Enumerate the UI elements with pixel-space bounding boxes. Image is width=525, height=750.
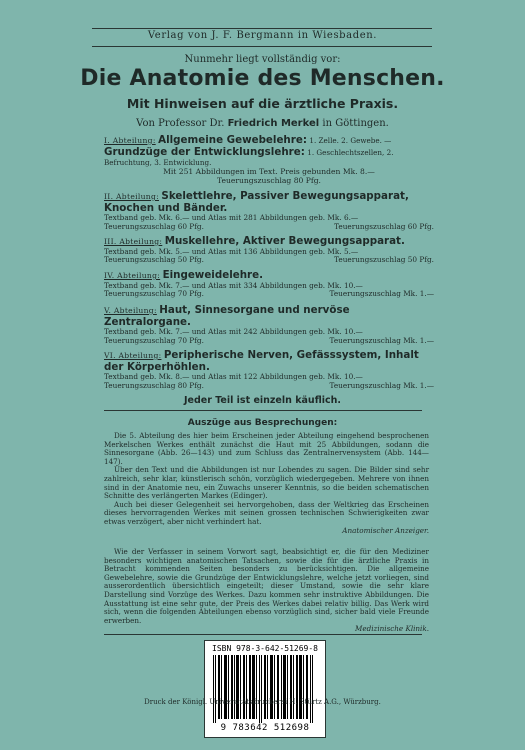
book-title: Die Anatomie des Menschen. <box>80 66 445 91</box>
review-paragraph: Auch bei dieser Gelegenheit sei hervorgehoben, dass der Weltkrieg das Erscheinen dieses hervorragenden Werkes mit seinen grossen technischen Schwierigkeiten zwar etwas verzögert, aber nicht verhindert hat. <box>104 499 429 526</box>
division-label: V. Abteilung: <box>104 306 157 315</box>
text-surcharge: Teuerungszuschlag 70 Pfg. <box>104 335 204 345</box>
atlas-surcharge: Teuerungszuschlag 60 Pfg. <box>334 221 434 231</box>
price-row: Textband geb. Mk. 7.— und Atlas mit 334 Abbildungen geb. Mk. 10.— <box>104 280 363 290</box>
division-label: III. Abteilung: <box>104 237 163 246</box>
atlas-surcharge: Teuerungszuschlag Mk. 1.— <box>329 380 434 390</box>
division-heading-2: Grundzüge der Entwicklungslehre: <box>104 145 305 158</box>
review-medizinische-klinik <box>104 548 429 634</box>
price-row: Textband geb. Mk. 5.— und Atlas mit 136 Abbildungen geb. Mk. 5.— <box>104 246 359 256</box>
ean-number: 9 783642 512698 <box>220 723 310 733</box>
book-subtitle: Mit Hinweisen auf die ärztliche Praxis. <box>126 96 399 111</box>
division-heading: Haut, Sinnesorgane und nervöse Zentralorgane. <box>104 304 350 328</box>
surcharge-row <box>104 256 434 265</box>
surcharge-row <box>104 382 434 391</box>
division-heading: Eingeweidelehre. <box>162 269 264 281</box>
author-prefix: Von Professor Dr. <box>136 118 225 129</box>
atlas-surcharge: Teuerungszuschlag Mk. 1.— <box>329 289 434 299</box>
division-3 <box>104 236 434 265</box>
review-paragraph: Wie der Verfasser in seinem Vorwort sagt, beabsichtigt er, die für den Mediziner besonders wichtigen anatomischen Tatsachen, sowie die für die ärztliche Praxis in Betracht kommenden Seiten besonders zu berücksichtigen. Die allgemeine Gewebelehre, sowie die Grundzüge der Entwicklungslehre, welche jetzt vorliegen, sind ausserordentlich übersichtlich eingeteilt; dieser Umstand, sowie die sehr klare Darstellung sind Vorzüge des Werkes. Dazu kommen sehr instruktive Abbildungen. Die Ausstattung ist eine sehr gute, der Preis des Werkes dabei relativ billig. Das Werk wird sich, wenn die folgenden Abteilungen ebenso vorzüglich sind, sicher bald viele Freunde erwerben. <box>104 547 429 625</box>
division-heading-small: 1. Zelle. 2. Gewebe. — <box>309 136 392 145</box>
division-label: VI. Abteilung: <box>104 351 162 360</box>
price-row: Textband geb. Mk. 6.— und Atlas mit 281 Abbildungen geb. Mk. 6.— <box>104 213 359 222</box>
division-heading: Muskellehre, Aktiver Bewegungsapparat. <box>164 235 405 247</box>
atlas-surcharge: Teuerungszuschlag 50 Pfg. <box>334 255 434 265</box>
isbn-barcode <box>204 640 326 738</box>
price-line: Mit 251 Abbildungen im Text. Preis gebunden Mk. 8.— <box>163 167 375 176</box>
division-4 <box>104 270 434 299</box>
text-surcharge: Teuerungszuschlag 60 Pfg. <box>104 221 204 231</box>
division-label: II. Abteilung: <box>104 192 159 201</box>
announcement: Nunmehr liegt vollständig vor: <box>184 54 341 65</box>
author-suffix: in Göttingen. <box>322 118 389 129</box>
review-paragraph: Über den Text und die Abbildungen ist nur Lobendes zu sagen. Die Bilder sind sehr zahlreich, sehr klar, künstlerisch schön, vorzüglich wiedergegeben. Mehrere von ihnen sind in der Anatomie neu, ein Zuwachs unserer Kenntnis, so die beiden schematischen Schnitte des verlängerten Markes (Edinger). <box>104 465 429 501</box>
divider-rule <box>104 410 422 411</box>
division-label: IV. Abteilung: <box>104 271 161 280</box>
text-surcharge: Teuerungszuschlag 80 Pfg. <box>104 380 204 390</box>
text-surcharge: Teuerungszuschlag 70 Pfg. <box>104 289 204 299</box>
review-source: Anatomischer Anzeiger. <box>342 525 429 535</box>
top-rule-2 <box>92 46 432 47</box>
bottom-rule <box>104 634 422 635</box>
isbn-number: ISBN 978-3-642-51269-8 <box>212 644 318 653</box>
division-label: I. Abteilung: <box>104 136 156 145</box>
reviews-title: Auszüge aus Besprechungen: <box>187 418 338 428</box>
author-name: Friedrich Merkel <box>227 118 320 129</box>
division-heading: Peripherische Nerven, Gefässsystem, Inhalt der Körperhöhlen. <box>104 349 419 373</box>
division-heading-2-small: 1. Geschlechtszellen, 2. Befruchtung, 3. Entwicklung. <box>104 147 394 167</box>
price-row: Textband geb. Mk. 7.— und Atlas mit 242 Abbildungen geb. Mk. 10.— <box>104 327 363 336</box>
atlas-surcharge: Teuerungszuschlag Mk. 1.— <box>329 335 434 345</box>
printer-credit: Druck der Königl. Universitätsdruckerei H. Stürtz A.G., Würzburg. <box>144 698 381 706</box>
review-source: Medizinische Klinik. <box>355 624 429 634</box>
text-surcharge: Teuerungszuschlag 50 Pfg. <box>104 255 204 265</box>
division-heading: Skelettlehre, Passiver Bewegungsapparat, Knochen und Bänder. <box>104 190 409 214</box>
publisher-line: Verlag von J. F. Bergmann in Wiesbaden. <box>147 30 378 41</box>
author-line <box>0 118 525 129</box>
division-5 <box>104 305 434 345</box>
division-6 <box>104 350 434 390</box>
top-rule <box>92 28 432 29</box>
division-1 <box>104 135 434 185</box>
surcharge-row <box>104 223 434 232</box>
division-2 <box>104 191 434 231</box>
surcharge-row <box>104 290 434 299</box>
division-heading: Allgemeine Gewebelehre: <box>158 134 307 146</box>
review-paragraph: Die 5. Abteilung des hier beim Erscheinen jeder Abteilung eingehend besprochenen Merkelschen Werkes enthält zunächst die Haut mit 25 Abbildungen, sodann die Sinnesorgane (Abb. 26—143) und zum Schluss das Zentralnervensystem (Abb. 144—147). <box>104 431 429 466</box>
review-anatomischer-anzeiger <box>104 432 429 535</box>
surcharge-row <box>104 337 434 346</box>
price-row: Textband geb. Mk. 8.— und Atlas mit 122 Abbildungen geb. Mk. 10.— <box>104 372 363 381</box>
surcharge-line: Teuerungszuschlag 80 Pfg. <box>217 176 321 185</box>
separately-note: Jeder Teil ist einzeln käuflich. <box>183 395 341 406</box>
